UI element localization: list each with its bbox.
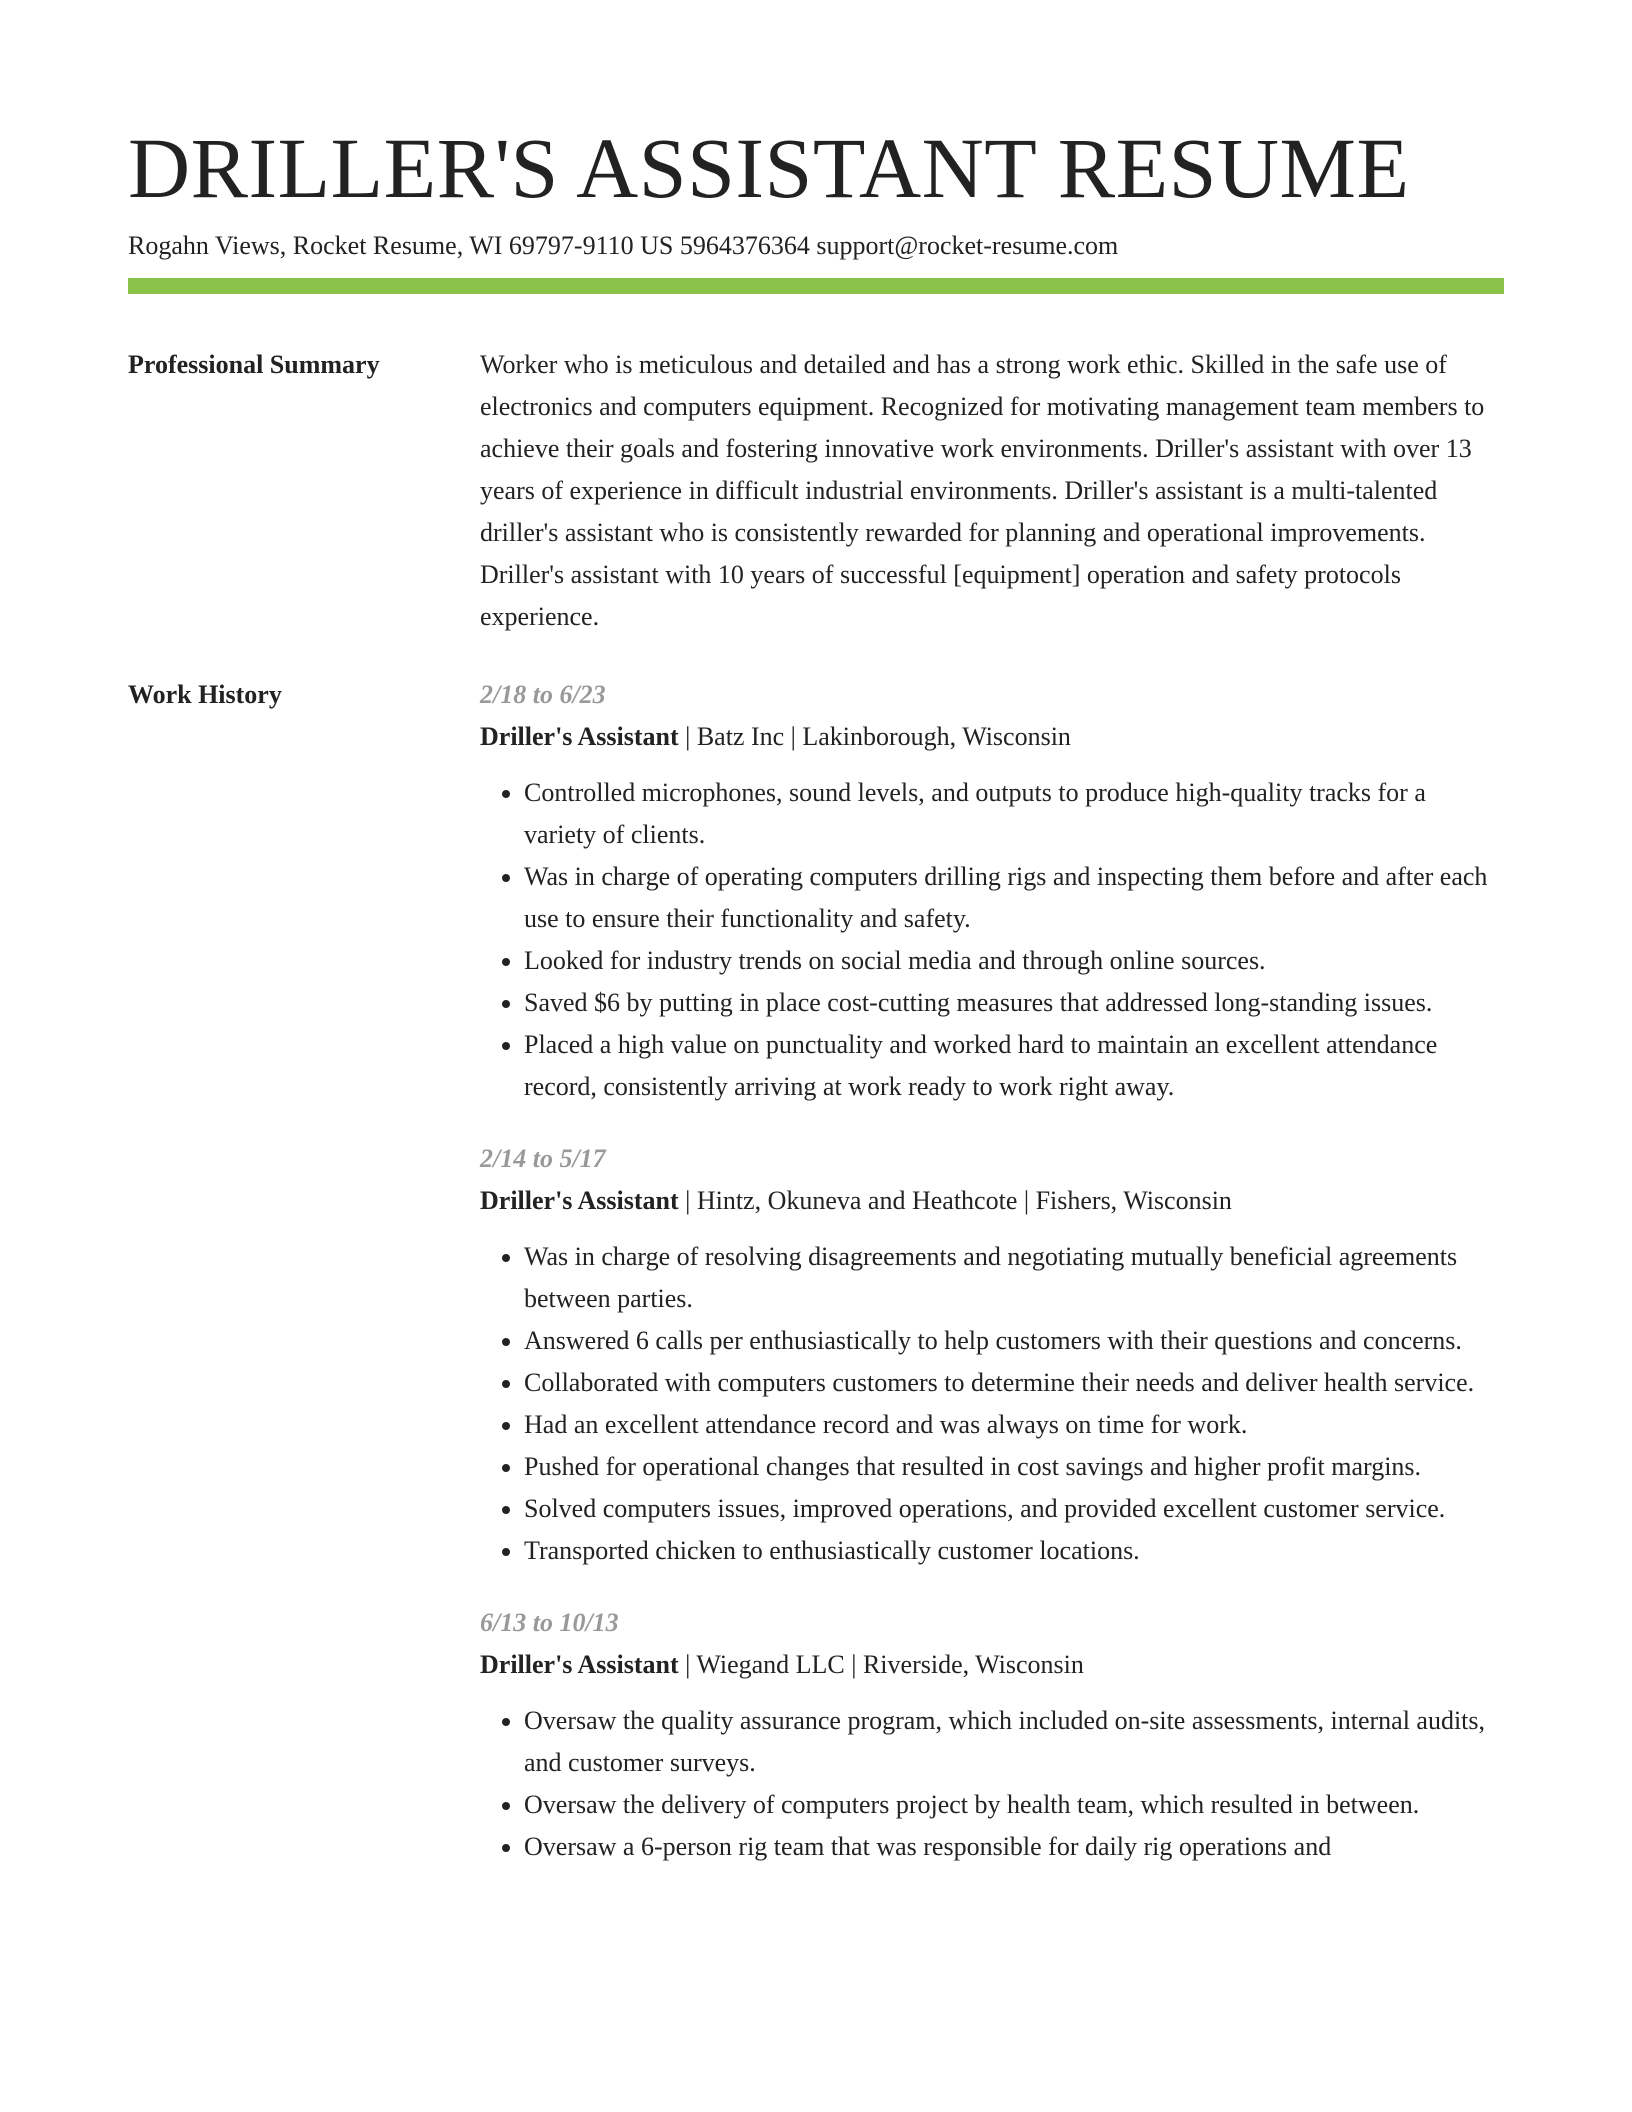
accent-divider (128, 278, 1504, 294)
job-bullet: • Solved computers issues, improved operations, and provided excellent customer service. (524, 1488, 1504, 1530)
summary-text: Worker who is meticulous and detailed and has a strong work ethic. Skilled in the safe use of electronics and computers equipment. Recognized for motivating management team members to achieve their goals and fostering innovative work environments. Driller's assistant with over 13 years of experience in difficult industrial environments. Driller's assistant is a multi-talented driller's assistant who is consistently rewarded for planning and operational improvements. Driller's assistant with 10 years of successful [equipment] operation and safety protocols experience. (480, 350, 1485, 631)
job-bullet: • Collaborated with computers customers to determine their needs and deliver health service. (524, 1362, 1504, 1404)
work-history-section (128, 674, 1504, 1898)
job-heading (480, 1644, 1504, 1686)
job-details: | Batz Inc | Lakinborough, Wisconsin (678, 722, 1071, 751)
job-bullet: • Had an excellent attendance record and was always on time for work. (524, 1404, 1504, 1446)
job-bullets (480, 1236, 1504, 1572)
professional-summary-section (128, 344, 1504, 638)
job-list (480, 674, 1504, 1898)
job-title: Driller's Assistant (480, 722, 679, 751)
job-title: Driller's Assistant (480, 1186, 679, 1215)
job-bullet: • Oversaw the quality assurance program, which included on-site assessments, internal audits, and customer surveys. (524, 1700, 1504, 1784)
job-bullet: • Oversaw a 6-person rig team that was responsible for daily rig operations and (524, 1826, 1504, 1868)
job-dates: 2/14 to 5/17 (480, 1144, 606, 1173)
job-bullet: • Saved $6 by putting in place cost-cutting measures that addressed long-standing issues. (524, 982, 1504, 1024)
job-bullets (480, 772, 1504, 1108)
job-bullet: • Placed a high value on punctuality and worked hard to maintain an excellent attendance record, consistently arriving at work ready to work right away. (524, 1024, 1504, 1108)
job-bullet: • Oversaw the delivery of computers project by health team, which resulted in between. (524, 1784, 1504, 1826)
job-dates: 2/18 to 6/23 (480, 680, 606, 709)
job-bullet: • Controlled microphones, sound levels, and outputs to produce high-quality tracks for a variety of clients. (524, 772, 1504, 856)
job-bullet: • Pushed for operational changes that resulted in cost savings and higher profit margins. (524, 1446, 1504, 1488)
job-heading (480, 716, 1504, 758)
job-bullets (480, 1700, 1504, 1868)
section-label-work-history: Work History (128, 680, 282, 709)
job-title: Driller's Assistant (480, 1650, 679, 1679)
job-bullet: • Was in charge of operating computers drilling rigs and inspecting them before and after each use to ensure their functionality and safety. (524, 856, 1504, 940)
job-bullet: • Transported chicken to enthusiastically customer locations. (524, 1530, 1504, 1572)
job-bullet: • Was in charge of resolving disagreements and negotiating mutually beneficial agreements between parties. (524, 1236, 1504, 1320)
resume-page (128, 118, 1504, 1898)
job-dates: 6/13 to 10/13 (480, 1608, 619, 1637)
job-details: | Wiegand LLC | Riverside, Wisconsin (678, 1650, 1084, 1679)
section-label-summary: Professional Summary (128, 350, 380, 379)
job-entry (480, 674, 1504, 1108)
job-entry (480, 1138, 1504, 1572)
job-heading (480, 1180, 1504, 1222)
job-bullet: • Looked for industry trends on social media and through online sources. (524, 940, 1504, 982)
resume-title: DRILLER'S ASSISTANT RESUME (128, 120, 1410, 216)
job-bullet: • Answered 6 calls per enthusiastically to help customers with their questions and concerns. (524, 1320, 1504, 1362)
job-entry (480, 1602, 1504, 1868)
job-details: | Hintz, Okuneva and Heathcote | Fishers, Wisconsin (678, 1186, 1232, 1215)
contact-line: Rogahn Views, Rocket Resume, WI 69797-9110 US 5964376364 support@rocket-resume.com (128, 231, 1119, 260)
